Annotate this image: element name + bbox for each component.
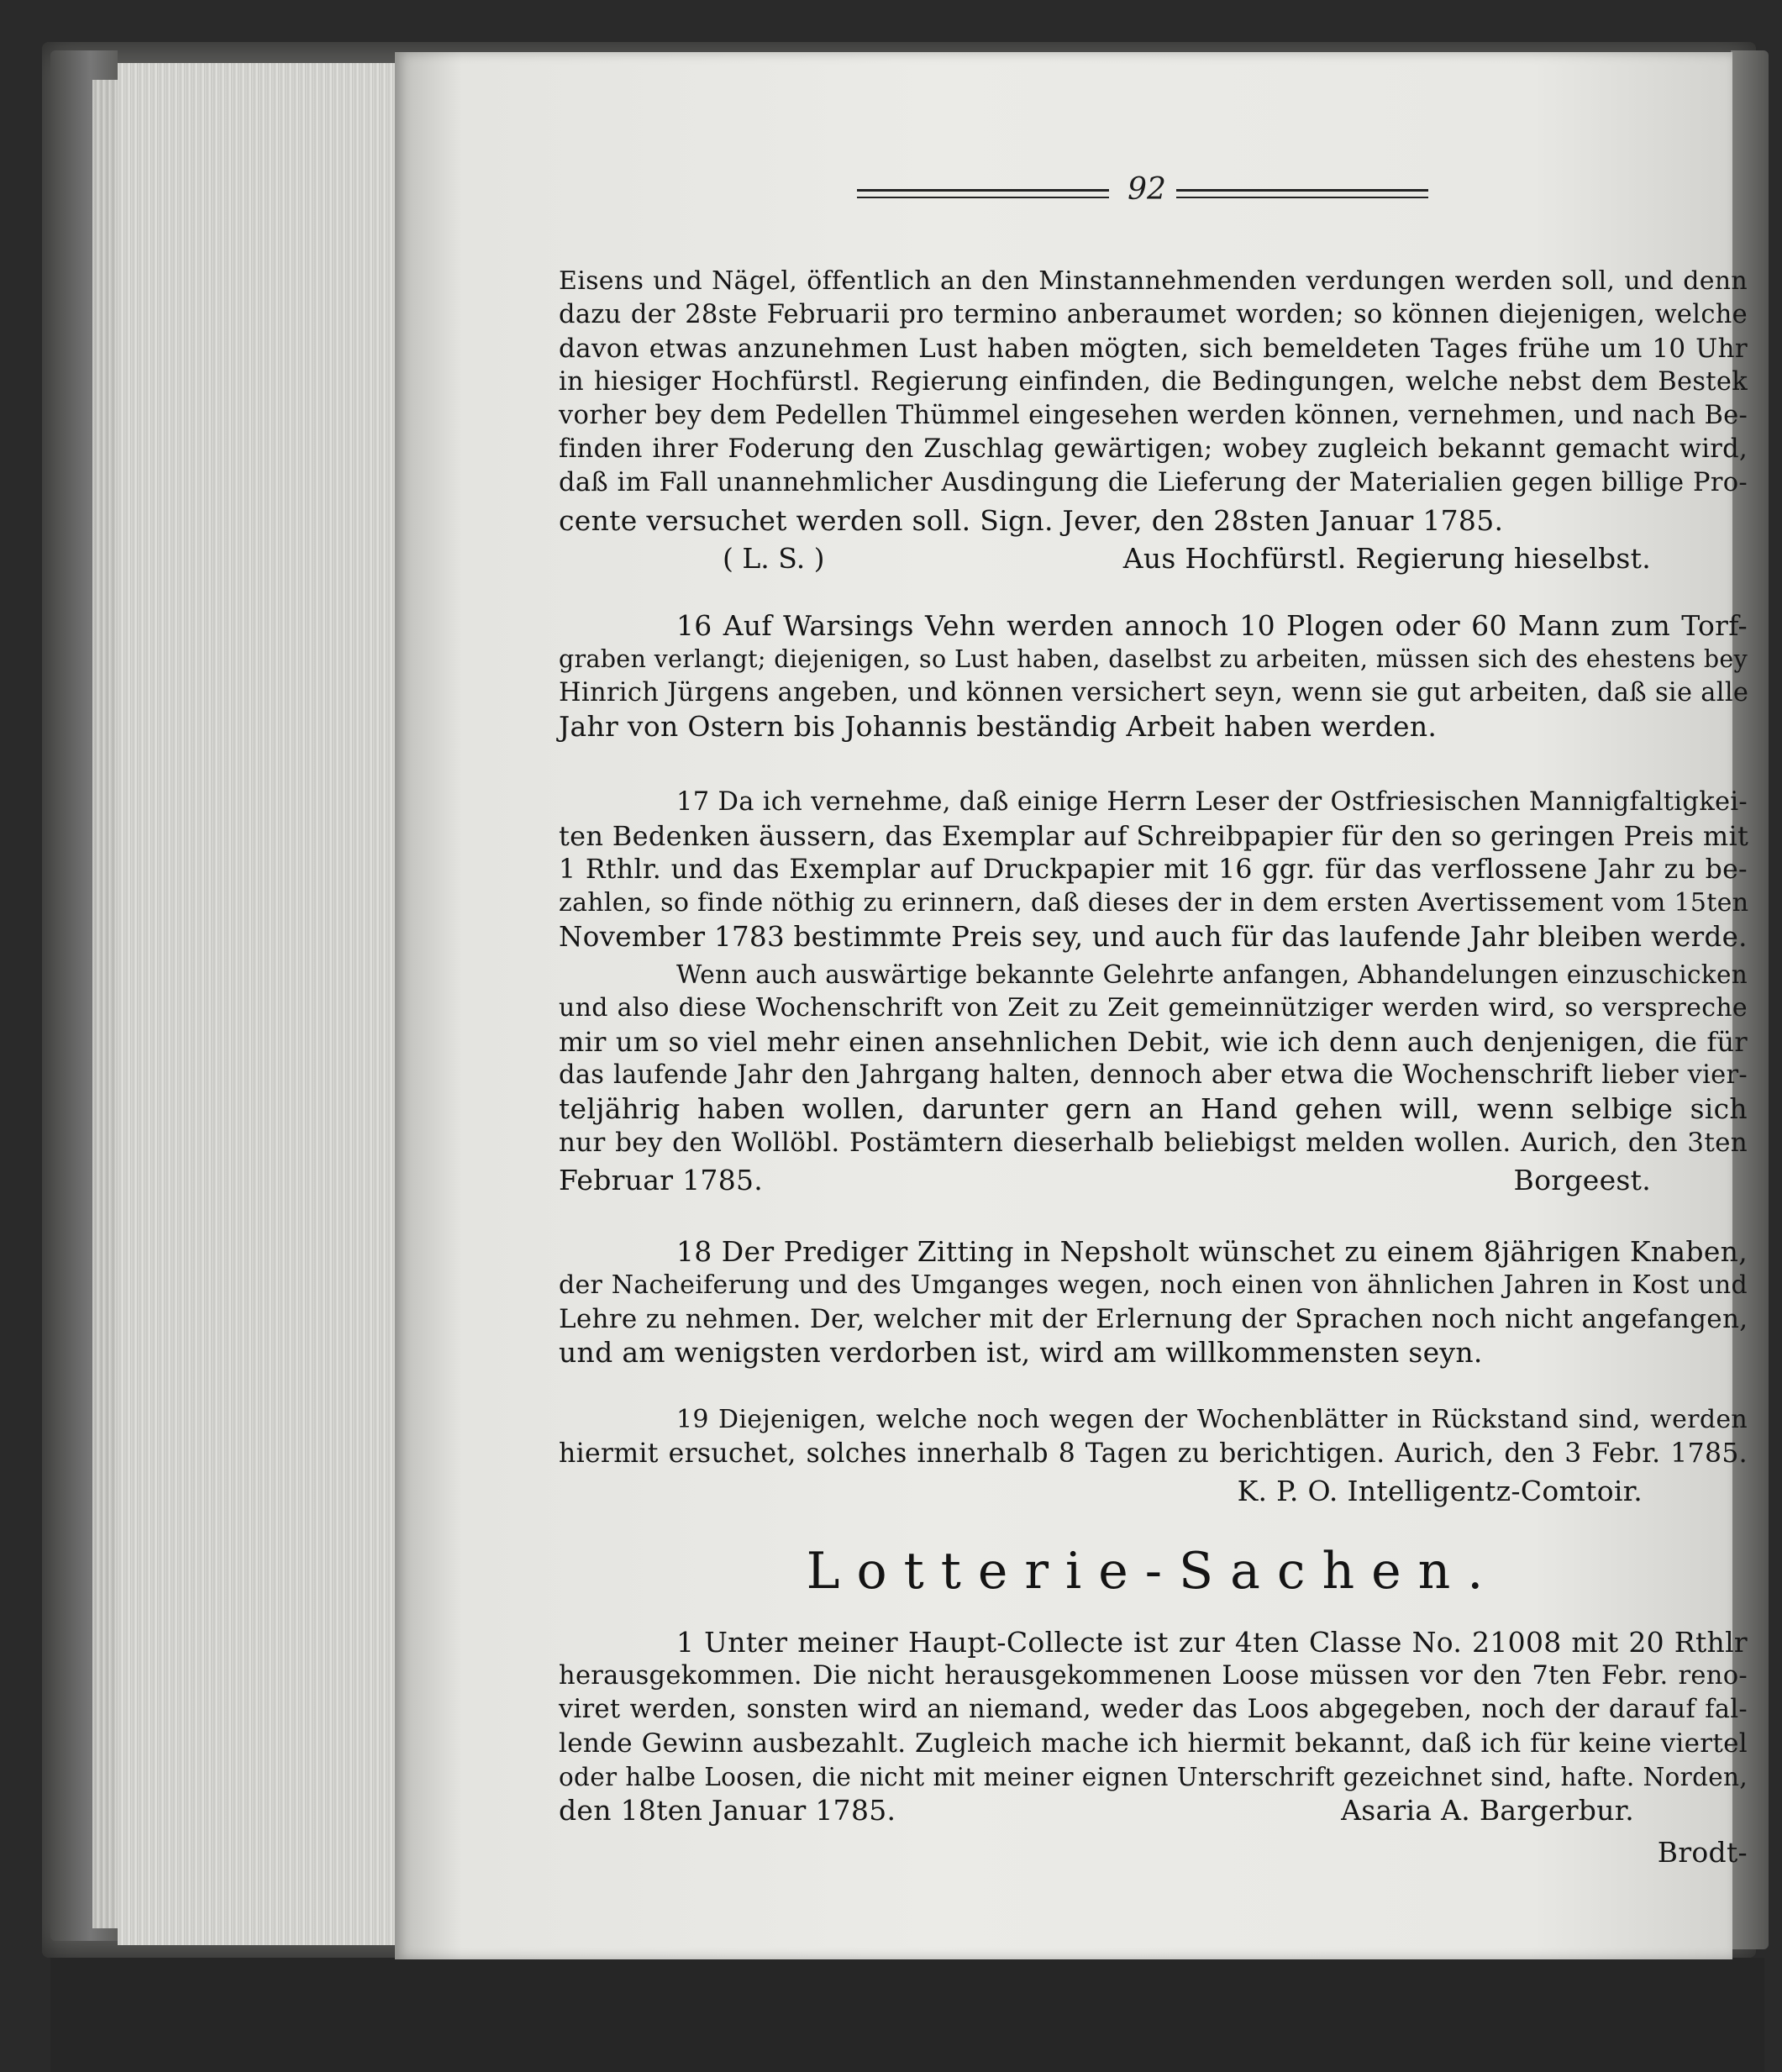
text-line: 19 Diejenigen, welche noch wegen der Wochenblätter in Rückstand sind, werden bbox=[676, 1405, 1748, 1434]
text-line: 16 Auf Warsings Vehn werden annoch 10 Plogen oder 60 Mann zum Torf- bbox=[676, 609, 1748, 642]
text-line: Lehre zu nehmen. Der, welcher mit der Erlernung der Sprachen noch nicht angefangen, bbox=[559, 1304, 1748, 1334]
text-line: finden ihrer Foderung den Zuschlag gewärtigen; wobey zugleich bekannt gemacht wird, bbox=[559, 434, 1748, 464]
text-line: 1 Rthlr. und das Exemplar auf Druckpapier mit 16 ggr. für das verflossene Jahr zu be- bbox=[559, 855, 1748, 885]
signature: K. P. O. Intelligentz-Comtoir. bbox=[1237, 1475, 1643, 1507]
text-line: November 1783 bestimmte Preis sey, und auch für das laufende Jahr bleiben werde. bbox=[559, 921, 1748, 953]
text-line: davon etwas anzunehmen Lust haben mögten, sich bemeldeten Tages frühe um 10 Uhr bbox=[559, 334, 1748, 364]
header-rule-left bbox=[857, 189, 1109, 198]
section-heading: Lotterie-Sachen. bbox=[806, 1542, 1501, 1601]
page-number: 92 bbox=[1128, 172, 1166, 207]
text-line: 18 Der Prediger Zitting in Nepsholt wünschet zu einem 8jährigen Knaben, bbox=[676, 1235, 1748, 1268]
text-line: oder halbe Loosen, die nicht mit meiner eignen Unterschrift gezeichnet sind, hafte. Norden, bbox=[559, 1763, 1748, 1791]
text-line: Eisens und Nägel, öffentlich an den Minstannehmenden verdungen werden soll, und denn bbox=[559, 266, 1748, 296]
text-line: herausgekommen. Die nicht herausgekommenen Loose müssen vor den 7ten Febr. reno- bbox=[559, 1661, 1748, 1691]
text-line: lende Gewinn ausbezahlt. Zugleich mache ich hiermit bekannt, daß ich für keine viertel bbox=[559, 1728, 1748, 1759]
text-line: den 18ten Januar 1785. bbox=[559, 1794, 896, 1827]
text-line: 17 Da ich vernehme, daß einige Herrn Leser der Ostfriesischen Mannigfaltigkei- bbox=[676, 787, 1748, 817]
signature: Asaria A. Bargerbur. bbox=[1341, 1794, 1634, 1827]
text-line: Wenn auch auswärtige bekannte Gelehrte anfangen, Abhandelungen einzuschicken bbox=[676, 960, 1748, 989]
text-line: hiermit ersuchet, solches innerhalb 8 Tagen zu berichtigen. Aurich, den 3 Febr. 1785. bbox=[559, 1438, 1748, 1469]
page-header bbox=[849, 172, 1731, 214]
text-line: Hinrich Jürgens angeben, und können versichert seyn, wenn sie gut arbeiten, daß sie alle bbox=[559, 678, 1749, 707]
signature: Borgeest. bbox=[1513, 1164, 1651, 1196]
seal-mark: ( L. S. ) bbox=[723, 542, 825, 575]
text-line: in hiesiger Hochfürstl. Regierung einfinden, die Bedingungen, welche nebst dem Bestek bbox=[559, 367, 1748, 397]
text-line: ten Bedenken äussern, das Exemplar auf Schreibpapier für den so geringen Preis mit bbox=[559, 820, 1749, 852]
text-line: und am wenigsten verdorben ist, wird am willkommensten seyn. bbox=[559, 1336, 1483, 1369]
text-line: Februar 1785. bbox=[559, 1164, 764, 1196]
text-line: viret werden, sonsten wird an niemand, weder das Loos abgegeben, noch der darauf fal- bbox=[559, 1695, 1748, 1724]
text-line: 1 Unter meiner Haupt-Collecte ist zur 4ten Classe No. 21008 mit 20 Rthlr bbox=[676, 1626, 1748, 1659]
page-edges bbox=[118, 63, 405, 1945]
header-rule-right bbox=[1176, 189, 1428, 198]
text-line: zahlen, so finde nöthig zu erinnern, daß dieses der in dem ersten Avertissement vom 15ten bbox=[559, 888, 1749, 918]
signature: Aus Hochfürstl. Regierung hieselbst. bbox=[1122, 542, 1651, 575]
text-line: teljährig haben wollen, darunter gern an Hand gehen will, wenn selbige sich bbox=[559, 1092, 1748, 1125]
background-shadow bbox=[50, 1958, 1764, 2072]
text-line: das laufende Jahr den Jahrgang halten, dennoch aber etwa die Wochenschrift lieber vier- bbox=[559, 1060, 1748, 1090]
text-line: der Nacheiferung und des Umganges wegen, noch einen von ähnlichen Jahren in Kost und bbox=[559, 1270, 1748, 1300]
text-line: dazu der 28ste Februarii pro termino anberaumet worden; so können diejenigen, welche bbox=[559, 300, 1748, 329]
text-line: mir um so viel mehr einen ansehnlichen Debit, wie ich denn auch denjenigen, die für bbox=[559, 1026, 1748, 1058]
text-line: und also diese Wochenschrift von Zeit zu Zeit gemeinnütziger werden wird, so verspreche bbox=[559, 993, 1748, 1023]
text-line: daß im Fall unannehmlicher Ausdingung die Lieferung der Materialien gegen billige Pro- bbox=[559, 468, 1748, 497]
text-line: Jahr von Ostern bis Johannis beständig Arbeit haben werden. bbox=[559, 710, 1438, 743]
catchword: Brodt- bbox=[1657, 1836, 1748, 1869]
text-line: nur bey den Wollöbl. Postämtern dieserhalb beliebigst melden wollen. Aurich, den 3ten bbox=[559, 1128, 1748, 1158]
text-line: cente versuchet werden soll. Sign. Jever, den 28sten Januar 1785. bbox=[559, 504, 1504, 537]
text-line: graben verlangt; diejenigen, so Lust haben, daselbst zu arbeiten, müssen sich des ehestens bey bbox=[559, 645, 1748, 673]
text-line: vorher bey dem Pedellen Thümmel eingesehen werden können, vernehmen, und nach Be- bbox=[559, 401, 1748, 430]
